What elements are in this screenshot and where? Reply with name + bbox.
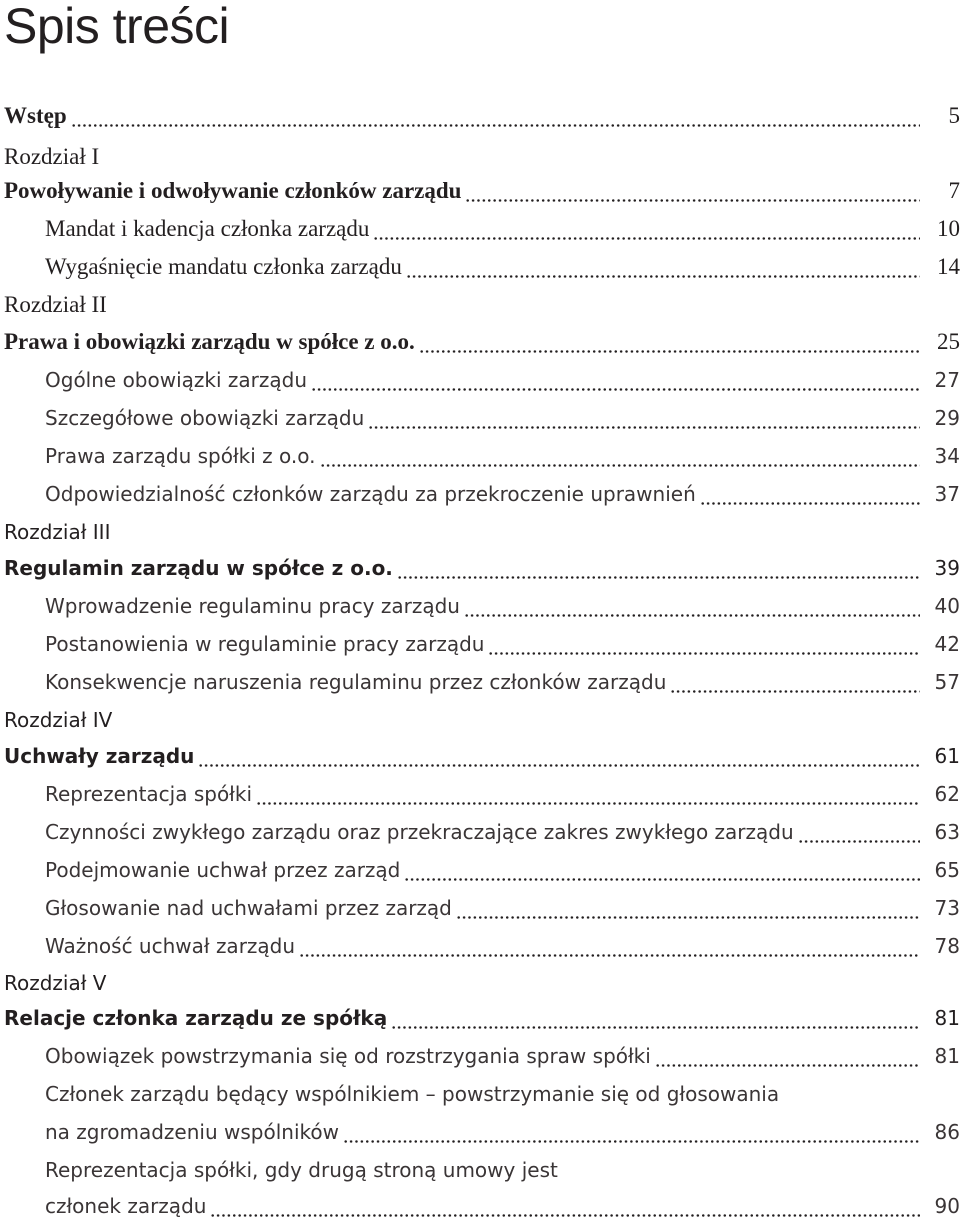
- toc-entry-label: Wstęp: [4, 103, 67, 128]
- toc-entry-section[interactable]: [45, 772, 960, 808]
- toc-entry-label: Prawa i obowiązki zarządu w spółce z o.o.: [4, 329, 415, 354]
- toc-page-number: 63: [934, 820, 960, 844]
- dot-leader: [419, 328, 920, 356]
- toc-page-number: 7: [948, 178, 960, 203]
- toc-page-number: 14: [937, 254, 960, 279]
- toc-page-number: 40: [934, 594, 960, 618]
- dot-leader: [71, 102, 920, 130]
- toc-entry-label: Wprowadzenie regulaminu pracy zarządu: [45, 594, 460, 618]
- toc-entry-label: Głosowanie nad uchwałami przez zarząd: [45, 896, 452, 920]
- chapter-number: Rozdział V: [4, 971, 107, 995]
- chapter-number: Rozdział IV: [4, 708, 113, 732]
- toc-entry-section-line-1[interactable]: [45, 1148, 960, 1184]
- toc-entry-label: Ogólne obowiązki zarządu: [45, 368, 308, 392]
- toc-entry-section[interactable]: [45, 1110, 960, 1146]
- toc-page-number: 90: [934, 1194, 960, 1218]
- toc-entry-label: Podejmowanie uchwał przez zarząd: [45, 858, 401, 882]
- dot-leader: [256, 780, 920, 808]
- toc-entry-label: Mandat i kadencja członka zarządu: [45, 216, 370, 241]
- dot-leader: [456, 894, 920, 922]
- toc-entry-chapter-2[interactable]: [4, 320, 960, 356]
- toc-entry-label: Czynności zwykłego zarządu oraz przekraczające zakres zwykłego zarządu: [45, 820, 794, 844]
- toc-page-number: 25: [937, 329, 960, 354]
- chapter-heading-4: [4, 698, 960, 734]
- toc-page-number: 61: [934, 744, 960, 768]
- chapter-heading-2: [4, 283, 960, 319]
- toc-entry-label: Uchwały zarządu: [4, 744, 195, 768]
- dot-leader: [311, 366, 920, 394]
- toc-entry-label: Reprezentacja spółki, gdy drugą stroną umowy jest: [45, 1158, 558, 1182]
- dot-leader: [397, 554, 920, 582]
- toc-entry-section[interactable]: [45, 358, 960, 394]
- toc-entry-label: Ważność uchwał zarządu: [45, 934, 296, 958]
- dot-leader: [210, 1192, 920, 1220]
- toc-page-number: 65: [934, 858, 960, 882]
- toc-entry-chapter-3[interactable]: [4, 546, 960, 582]
- toc-entry-chapter-5[interactable]: [4, 996, 960, 1032]
- dot-leader: [320, 442, 921, 470]
- toc-page-number: 57: [934, 670, 960, 694]
- toc-entry-introduction[interactable]: [4, 94, 960, 130]
- toc-entry-section[interactable]: [45, 848, 960, 884]
- dot-leader: [655, 1042, 920, 1070]
- toc-entry-label: na zgromadzeniu wspólników: [45, 1120, 339, 1144]
- toc-entry-section[interactable]: [45, 1184, 960, 1220]
- toc-entry-label: Prawa zarządu spółki z o.o.: [45, 444, 316, 468]
- dot-leader: [465, 177, 920, 205]
- dot-leader: [299, 932, 920, 960]
- toc-entry-label: Konsekwencje naruszenia regulaminu przez członków zarządu: [45, 670, 667, 694]
- dot-leader: [373, 215, 920, 243]
- chapter-number: Rozdział I: [4, 144, 100, 169]
- chapter-heading-5: [4, 961, 960, 997]
- chapter-number: Rozdział III: [4, 520, 111, 544]
- toc-entry-section[interactable]: [45, 207, 960, 243]
- toc-entry-section[interactable]: [45, 886, 960, 922]
- dot-leader: [343, 1118, 920, 1146]
- dot-leader: [798, 818, 920, 846]
- toc-entry-section[interactable]: [45, 472, 960, 508]
- toc-entry-label: Członek zarządu będący wspólnikiem – powstrzymanie się od głosowania: [45, 1082, 780, 1106]
- toc-page-number: 73: [934, 896, 960, 920]
- toc-page-number: 78: [934, 934, 960, 958]
- toc-entry-label: Postanowienia w regulaminie pracy zarządu: [45, 632, 485, 656]
- toc-entry-section[interactable]: [45, 660, 960, 696]
- toc-page-number: 37: [934, 482, 960, 506]
- toc-page-number: 29: [934, 406, 960, 430]
- chapter-number: Rozdział II: [4, 292, 107, 317]
- toc-entry-label: Szczegółowe obowiązki zarządu: [45, 406, 365, 430]
- toc-page-number: 86: [934, 1120, 960, 1144]
- toc-entry-label: Reprezentacja spółki: [45, 782, 253, 806]
- toc-entry-label: Obowiązek powstrzymania się od rozstrzygania spraw spółki: [45, 1044, 651, 1068]
- toc-page-number: 42: [934, 632, 960, 656]
- toc-entry-section[interactable]: [45, 622, 960, 658]
- toc-entry-label: Relacje członka zarządu ze spółką: [4, 1006, 388, 1030]
- toc-entry-label: Regulamin zarządu w spółce z o.o.: [4, 556, 393, 580]
- toc-entry-label: Powoływanie i odwoływanie członków zarządu: [4, 178, 462, 203]
- dot-leader: [670, 668, 920, 696]
- toc-page-number: 34: [934, 444, 960, 468]
- toc-entry-section[interactable]: [45, 810, 960, 846]
- toc-entry-chapter-1[interactable]: [4, 169, 960, 205]
- toc-entry-section[interactable]: [45, 434, 960, 470]
- dot-leader: [700, 480, 920, 508]
- chapter-heading-1: [4, 135, 960, 171]
- toc-entry-section[interactable]: [45, 584, 960, 620]
- toc-entry-chapter-4[interactable]: [4, 734, 960, 770]
- toc-entry-section[interactable]: [45, 924, 960, 960]
- page-title: Spis treści: [4, 0, 230, 54]
- dot-leader: [406, 253, 920, 281]
- toc-page-number: 39: [934, 556, 960, 580]
- dot-leader: [198, 742, 920, 770]
- dot-leader: [391, 1004, 920, 1032]
- toc-page-number: 5: [948, 103, 960, 128]
- toc-entry-section-line-1[interactable]: [45, 1072, 960, 1108]
- toc-page-number: 81: [934, 1044, 960, 1068]
- toc-page-number: 27: [934, 368, 960, 392]
- chapter-heading-3: [4, 510, 960, 546]
- toc-entry-section[interactable]: [45, 245, 960, 281]
- toc-page-number: 62: [934, 782, 960, 806]
- toc-entry-label: Wygaśnięcie mandatu członka zarządu: [45, 254, 402, 279]
- dot-leader: [404, 856, 920, 884]
- dot-leader: [464, 592, 920, 620]
- toc-page-number: 10: [937, 216, 960, 241]
- toc-entry-section[interactable]: [45, 1034, 960, 1070]
- toc-entry-section[interactable]: [45, 396, 960, 432]
- dot-leader: [488, 630, 920, 658]
- toc-entry-label: członek zarządu: [45, 1194, 207, 1218]
- toc-page-number: 81: [934, 1006, 960, 1030]
- dot-leader: [368, 404, 920, 432]
- toc-entry-label: Odpowiedzialność członków zarządu za przekroczenie uprawnień: [45, 482, 696, 506]
